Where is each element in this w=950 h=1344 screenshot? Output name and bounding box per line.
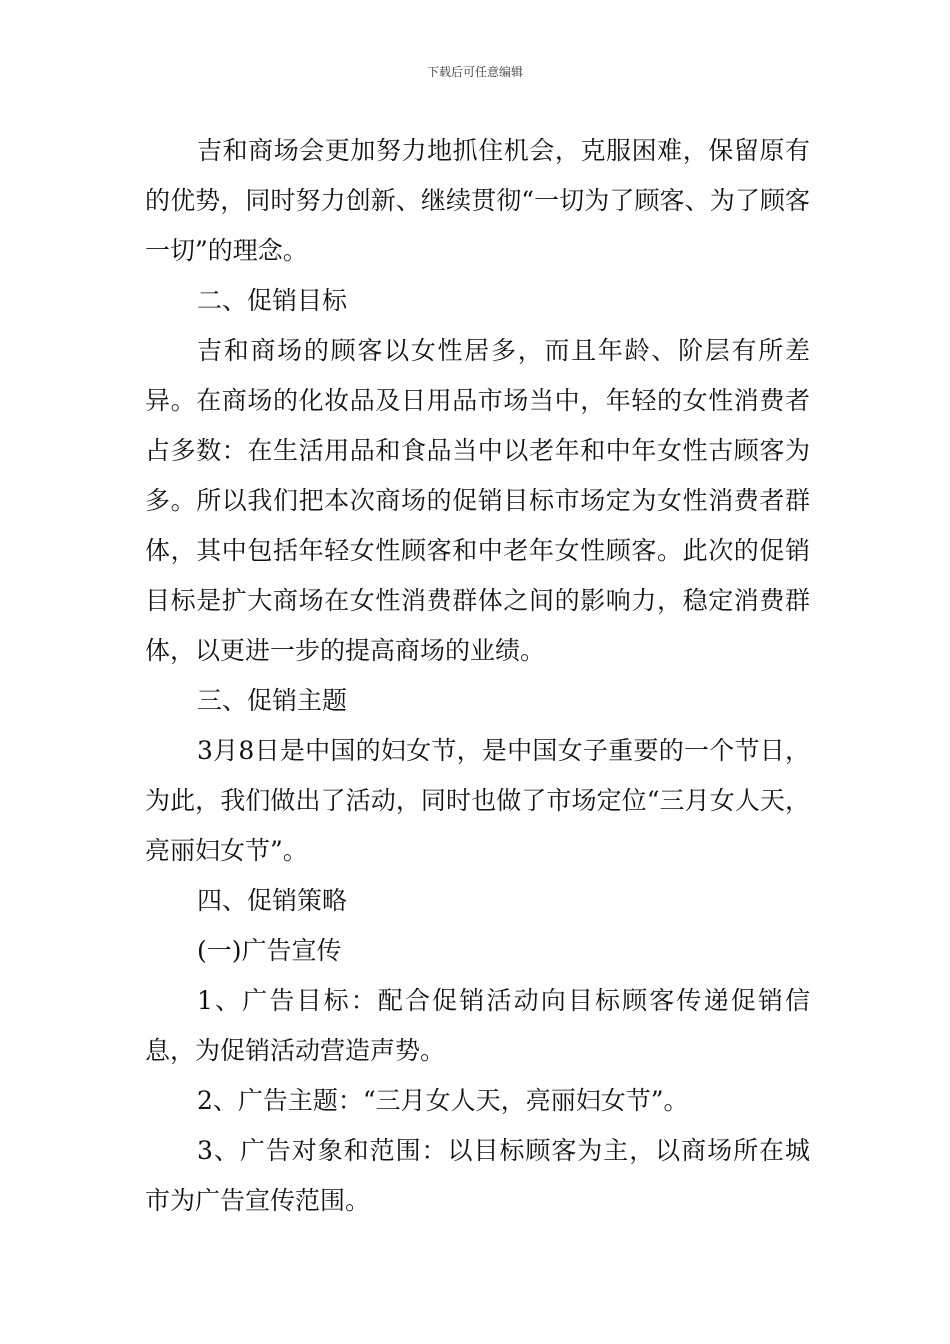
page-header: 下载后可任意编辑 <box>426 65 523 79</box>
paragraph-promotion-goal: 吉和商场的顾客以女性居多，而且年龄、阶层有所差异。在商场的化妆品及日用品市场当中，年轻的女性消费者占多数：在生活用品和食品当中以老年和中年女性古顾客为多。所以我们把本次商场的促销目标市场定为女性消费者群体，其中包括年轻女性顾客和中老年女性顾客。此次的促销目标是扩大商场在女性消费群体之间的影响力，稳定消费群体，以更进一步的提高商场的业绩。 <box>145 336 810 665</box>
paragraph-intro: 吉和商场会更加努力地抓住机会，克服困难，保留原有的优势，同时努力创新、继续贯彻“一切为了顾客、为了顾客一切”的理念。 <box>145 136 810 265</box>
paragraph-ad-scope: 3、广告对象和范围：以目标顾客为主，以商场所在城市为广告宣传范围。 <box>145 1136 810 1215</box>
paragraph-ad-theme: 2、广告主题：“三月女人天，亮丽妇女节”。 <box>197 1086 689 1115</box>
heading-promotion-strategy: 四、促销策略 <box>197 886 348 915</box>
paragraph-promotion-theme: 3月8日是中国的妇女节，是中国女子重要的一个节日，为此，我们做出了活动，同时也做了市场定位“三月女人天，亮丽妇女节”。 <box>145 736 810 865</box>
subheading-advertising: (一)广告宣传 <box>197 936 342 965</box>
heading-promotion-goal: 二、促销目标 <box>197 286 348 315</box>
heading-promotion-theme: 三、促销主题 <box>197 686 348 715</box>
paragraph-ad-goal: 1、广告目标：配合促销活动向目标顾客传递促销信息，为促销活动营造声势。 <box>145 986 810 1065</box>
document-body <box>145 126 810 1226</box>
